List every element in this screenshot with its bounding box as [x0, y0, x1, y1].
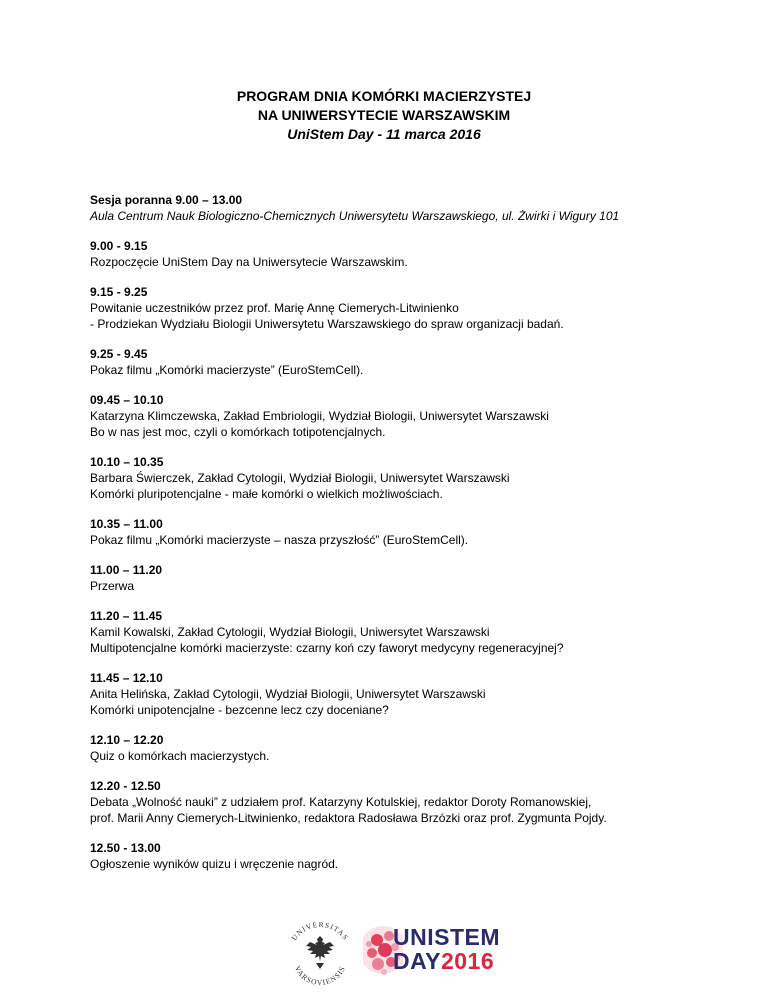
- program-item: [90, 670, 690, 718]
- program-item-time: 11.00 – 11.20: [90, 563, 163, 577]
- program-item-text: Kamil Kowalski, Zakład Cytologii, Wydział Biologii, Uniwersytet Warszawski: [90, 625, 490, 639]
- unistem-logo-date: [393, 950, 494, 973]
- program-item: [90, 562, 690, 594]
- session-title: Sesja poranna 9.00 – 13.00: [90, 193, 243, 207]
- program-item-text: Komórki pluripotencjalne - małe komórki o wielkich możliwościach.: [90, 487, 443, 501]
- unistem-day-logo: [363, 920, 500, 982]
- program-item-time: 9.00 - 9.15: [90, 239, 148, 253]
- header-subtitle: UniStem Day - 11 marca 2016: [287, 126, 481, 142]
- program-item-text: Katarzyna Klimczewska, Zakład Embriologii, Wydział Biologii, Uniwersytet Warszawski: [90, 409, 549, 423]
- university-of-warsaw-logo: [283, 916, 357, 988]
- program-item-time: 10.35 – 11.00: [90, 517, 163, 531]
- logos: [0, 916, 768, 988]
- unistem-logo-word: UNISTEM: [393, 924, 500, 950]
- program-item-time: 9.25 - 9.45: [90, 347, 148, 361]
- program-items: [90, 238, 690, 872]
- program-item: [90, 284, 690, 332]
- program-item-time: 12.10 – 12.20: [90, 733, 164, 747]
- program-item: [90, 732, 690, 764]
- program-item-text: Pokaz filmu „Komórki macierzyste – nasza przyszłość” (EuroStemCell).: [90, 533, 469, 547]
- program-item-text: Bo w nas jest moc, czyli o komórkach totipotencjalnych.: [90, 425, 386, 439]
- program-item-text: prof. Marii Anny Ciemerych-Litwinienko, redaktora Radosława Brzózki oraz prof. Zygmunta Pojdy.: [90, 811, 607, 825]
- page-header: [0, 87, 768, 144]
- program-item-text: Anita Helińska, Zakład Cytologii, Wydział Biologii, Uniwersytet Warszawski: [90, 687, 486, 701]
- program-item: [90, 238, 690, 270]
- unistem-logo-day: DAY: [393, 948, 441, 974]
- program-item-time: 12.20 - 12.50: [90, 779, 161, 793]
- eagle-icon: [306, 936, 334, 969]
- program-item-text: Komórki unipotencjalne - bezcenne lecz czy doceniane?: [90, 703, 389, 717]
- program-item-text: - Prodziekan Wydziału Biologii Uniwersytetu Warszawskiego do spraw organizacji badań.: [90, 317, 564, 331]
- header-title-line2: NA UNIWERSYTECIE WARSZAWSKIM: [257, 107, 511, 123]
- program-item-time: 10.10 – 10.35: [90, 455, 164, 469]
- session-venue: Aula Centrum Nauk Biologiczno-Chemicznych Uniwersytetu Warszawskiego, ul. Żwirki i Wigury 101: [90, 209, 620, 223]
- session-block: [90, 192, 690, 224]
- program-item-text: Debata „Wolność nauki” z udziałem prof. Katarzyny Kotulskiej, redaktor Doroty Romanowskiej,: [90, 795, 592, 809]
- program-item-text: Barbara Świerczek, Zakład Cytologii, Wydział Biologii, Uniwersytet Warszawski: [90, 471, 510, 485]
- program-item-time: 11.45 – 12.10: [90, 671, 163, 685]
- program-item-text: Multipotencjalne komórki macierzyste: czarny koń czy faworyt medycyny regeneracyjnej?: [90, 641, 564, 655]
- program-item: [90, 778, 690, 826]
- uw-logo-text-top: UNIVERSITAS: [289, 919, 351, 943]
- program-item-text: Przerwa: [90, 579, 135, 593]
- program-item-text: Pokaz filmu „Komórki macierzyste” (EuroStemCell).: [90, 363, 364, 377]
- uw-logo-text-bottom: VARSOVIENSIS: [292, 964, 348, 988]
- program-item-text: Ogłoszenie wyników quizu i wręczenie nagród.: [90, 857, 339, 871]
- program-item: [90, 608, 690, 656]
- header-title-line1: PROGRAM DNIA KOMÓRKI MACIERZYSTEJ: [236, 88, 532, 104]
- program-item: [90, 454, 690, 502]
- program-item-text: Quiz o komórkach macierzystych.: [90, 749, 270, 763]
- program-item: [90, 346, 690, 378]
- program-content: [90, 192, 690, 886]
- program-item-time: 11.20 – 11.45: [90, 609, 163, 623]
- program-item: [90, 516, 690, 548]
- unistem-logo-year: 2016: [440, 948, 495, 974]
- program-item: [90, 392, 690, 440]
- program-item-time: 12.50 - 13.00: [90, 841, 161, 855]
- program-item-time: 09.45 – 10.10: [90, 393, 164, 407]
- program-item: [90, 840, 690, 872]
- program-item-text: Powitanie uczestników przez prof. Marię Annę Ciemerych-Litwinienko: [90, 301, 459, 315]
- program-item-time: 9.15 - 9.25: [90, 285, 148, 299]
- program-item-text: Rozpoczęcie UniStem Day na Uniwersytecie Warszawskim.: [90, 255, 408, 269]
